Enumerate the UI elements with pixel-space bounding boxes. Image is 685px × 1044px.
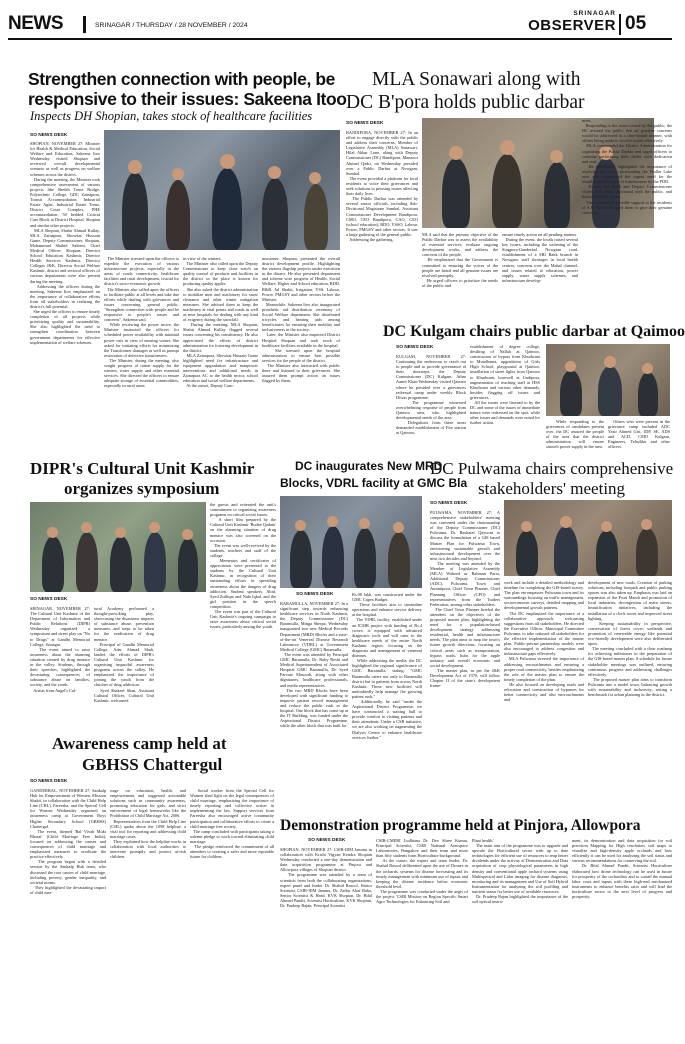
headline: Demonstration programme held at Pinjora, Allowpora [280,817,641,834]
headline-line-2: responsive to their issues: Sakeena Itoo [28,89,347,109]
article-column: CSIR-CMERI Ludhiana Dr. Dev Shree Kumar, Principal Scientist, CSIR National Aerospace Laboratories, Bangalore and their team and more than fifty students from Horticulture background. At the outset, the expert and team leader, Dr. Shahid Rasool deliberated upon the use of Drones in the orchards, systems for disease forecasting and its timely management with minimum use of inputs and keeping the disease incidence below economic threshold level. The programme was conducted under the aegis of the project 'CSIR Mission on Region Specific Smart Agro Technologies for Enhancing Soil and [376,838,468,905]
headline-line-2: organizes symposium [64,479,220,498]
article-column: BARAMULLA, NOVEMBER 27: In a significant step towards enhancing healthcare services in North Kashmir, the Deputy Commissioner (DC) Baramulla, Minga Sherpa, Wednesday inaugurated two new Medical Records Department (MRD) Blocks and a state-of-the-art Venereal Disease Research Laboratory (VDRL) at Government Medical College (GMC) Baramulla. The event was attended by Principal GMC Baramulla, Dr. Ruby Reshi and Medical Superintendent of Associated Hospital GMC Baramulla, Dr. Syed Parvaiz Masoodi, along with other dignitaries, healthcare professionals, and media representatives. The two MRD Blocks have been developed with significant funding to improve patient record management and reduce the public rush at the hospital. One block that has come up at the IT Building, was funded under the Aspirational District Programme, while the other block that was built for [280,601,348,729]
brand-separator [619,14,621,35]
headline-line-1: Awareness camp held at [52,734,227,753]
headline-line-1: DC inaugurates New MRD [295,459,443,473]
byline: SO NEWS DESK [346,121,384,126]
byline: SO NEWS DESK [30,133,68,138]
headline-line-2: Blocks, VDRL facility at GMC Bla [280,476,468,490]
article-column: riage on education, health, and empowerment and suggested actionable solutions such as community awareness, promoting education for girls, and strict enforcement of legal frameworks like the Prohibition of Child Marriage Act, 2006. Representatives from the Child Help Line (CHL) spoke about the 1098 helpline, a vital tool for reporting and addressing child marriage cases. They explained how the helpline works in collaboration with local authorities to intervene promptly and protect at-risk children. [110,788,186,860]
byline: SO NEWS DESK [430,501,468,506]
article-column: work and include a detailed methodology and timeline for completing the GIS-based survey. The plan encompasses Pulwama town and its surroundings focusing on traffic management, socioeconomic surveys, detailed mapping and developmental growth patterns. The DC emphasized the importance of a collaborative approach, welcoming suggestions from all stakeholders. He directed the Executive Officer, Municipal Committee Pulwama, to take onboard all stakeholders for the effective implementation of the master plan. Public-private partnership models were also encouraged to address congestion and infrastructure gaps effectively. MLA Pulwama stressed the importance of addressing encroachments and ensuring a proper road connectivity, besides emphasizing the role of the master plan to ensure the timely completion of the plan. He also focused on developing roads and relocation and construction of bypasses for better connectivity and also encroachments and [504,580,584,703]
article-column: PULWAMA, NOVEMBER 27: A comprehensive stakeholders' meeting was convened under the chairmanship of the Deputy Commissioner (DC) Pulwama, Dr. Basharat Qayoom to discuss the formulation of a GIS based Master Plan for Pulwama Town, envisioning sustainable growth and infrastructural development over the next two decades and beyond. The meeting was attended by the Member of Legislative Assembly (MLA) Waheed ur Rahman Parra, Additional Deputy Commissioner (ADC), Pulwama, Town and Awantipora, Chief Town Planner, Chief Planning Officer (CPO) and representatives from the Traders Federation, among other stakeholders. The Chief Town Planner briefed the attendees on the objectives of the proposed master plan, highlighting the need for a population-based development strategy addressing residential, health and infrastructure needs. The plan aims to map the town's future growth directions, focusing on critical areas such as transportation, bypass roads, hubs for the apple industry and overall economic and social development. The master plan, as per the J&K Development Act of 1970, will follow Chapter II of the state's development frame- [430,510,500,689]
byline: SO NEWS DESK [30,597,68,602]
article-column: While responding to the grievances of candidates present over, the DC assured the people of the area that the district administration will ensure smooth power supply in the area. [546,419,606,450]
brand-name: OBSERVER [528,17,616,34]
section-label: NEWS [8,13,63,34]
headline-line-1: MLA Sonawari along with [372,69,581,90]
article-column: ment, its demonstration and data acquisition for soil precision Mapping for High resolution, soil maps to visualize and high-density apple orchards and how efficiently it can be used for analyzing the soil status and various recommendations for conserving the soil. Dr. Bilal Ahmad Pandit, Scientist Horticulture elaborated how drone technology can be used in future for prosperity of the orchardists and to curtail the manual labor costs and inputs with these high-end mechanized instruments to enhance benefits ratio and will lead the horticulture sector to the next level of progress and prosperity. [572,838,672,900]
byline: SO NEWS DESK [296,592,334,597]
headline-line-1: Strengthen connection with people, be [28,69,336,89]
section-tick [83,16,86,33]
article-column: development of new roads. Creation of parking solutions, including footpath and public parking spaces was also taken up. Emphasis was laid on expansion of the Fruit Mandi and promotion of local industries, decongestion of main streets, beautification initiatives, including the installation of a clock tower and improved street lighting. Keeping sustainability in perspective, conservation of forest cover, wetlands and promotion of renewable energy like potential eco-friendly development were also deliberated upon. The meeting concluded with a clear roadmap for achieving milestones in the preparation of the GIS-based master plan. A schedule for future stakeholder meetings was outlined, ensuring continuous progress and addressing challenges effectively. The proposed master plan aims to transform Pulwama into a model town, balancing growth with sustainability and inclusivity, setting a benchmark for urban planning in the district. [588,580,672,698]
article-column: BANDIPORA, NOVEMBER 27: In an effort to engage directly with the public and address their concerns, Member of Legislative Assembly (MLA) Sonawari, Hilal Akbar Lone, along with Deputy Commissioner (DC) Bandipora, Manzoor Ahmad Qadri, on Wednesday presided over a Public Darbar at Nowgam, Sumbal. The event provided a platform for local residents to voice their grievances and seek solutions to pressing issues affecting their daily lives. The Public Darbar was attended by several senior officials, including Sub-Divisional Magistrate Sumbal, Assistant Commissioner Development Bandipora, CMO, CEO Bandipora, CAO, CEO (school education), BDO, YSSO, Labour, Power, PMGSY and other sectors. It saw a large gathering of the general public. Addressing the gathering, [346,130,418,242]
masthead [0,0,680,62]
article-column: GANDERBAL, NOVEMBER 27: Sankalp Hub for Empowerment of Women, Mission Shakti, in collaboration with the Child Help Line (CHL), Fareesha, and the Special Cell for Women Wednesday organised an awareness camp at Government Boys Higher Secondary School (GBHSS) Chattergul. The event, themed 'Bal Vivah Mukt Bharat' (Child Marriage Free India), focused on addressing the causes and consequences of child marriage and emphasized measures to eradicate the practice effectively. The program began with a detailed session by the Sankalp Hub team, who discussed the root causes of child marriage, including poverty, gender inequality, and societal norms. They highlighted the devastating impact of child mar- [30,788,106,895]
article-column: SRINAGAR, NOVEMBER 27: The Cultural Unit Kashmir of the Department of Information and Public Relations (DIPR) Wednesday organized a symposium and street play on "No to Drugs" at Gandhi Memorial College, Srinagar. The event aimed to raise awareness about the alarming situation created by drug menace in the valley. Students, through their speeches, highlighted the devastating consequences of substance abuse on families, society, and the youth. Artists from Angel's Cul- [30,606,90,693]
article-column: ment. Responding to the issues raised by the public, the DC assured the public that all genuine concerns would be addressed in a time-bound manner, with efforts being made to resolve issues effectively. MLA commended the District Administration for organizing the Public Darbar and urged officers to continue performing their duties with dedication and zeal. He specifically highlighted the importance of resolving the issues surrounding the Wullar Lake area and emphasized the urgent need for the installation and repair of transformers by the PDD. Earlier, the MLA and Deputy Commissioner visited S.K. Bala, interacted with the public, and listened to their issues. They assured all possible support to the residents of S.K. Bala and urged them to give their genuine concerns. [582,118,672,215]
photo-gmc-inauguration [280,496,422,588]
byline: SO NEWS DESK [30,779,68,784]
article-column: Plant health.' The main aim of the programme was to upgrade and upscale the Horticultural sector with up to date technologies for efficient use of resources to reap better dividends under the activity of Demonstration and Data acquisition of crop physiological parameters in high density and conventional apple orchard systems using Multispectral and Lidar imaging for disease diagnosis, monitoring and its management and Use of Soil Hybrid Instrumentation for analyzing the soil profiling and nutrient status for better use of available resources. Dr. Pradeep Rajan highlighted the importance of the soil optical instru- [472,838,568,905]
page-number: 05 [625,13,647,34]
photo-stakeholders-meeting [504,500,672,576]
article-column: KULGAM, NOVEMBER 27: Continuing the endeavour to reach out to people and to provide governance at their doorsteps, the Deputy Commissioner (DC) Kulgam, Athar Aamir Khan Wednesday visited Qaimoo where he presided over a grievances redressal camp under weekly Block Diwas programme. The programme witnessed overwhelming response of people from Qaimoo area, who highlighted developmental needs of the area. Delegations from these areas demanded establishment of Fire station at Qaimoo, [396,354,466,436]
headline-line-2: DC B'pora holds public darbar [346,92,585,113]
deck: Inspects DH Shopian, takes stock of healthcare facilities [30,109,313,123]
article-column: in view of the winters. The Minister also called upon the Deputy Commissioner to keep close watch on quality control of products and facilities in the district so the place is known for producing quality apples. She also asked the district administration to mobilize men and machinery for snow clearance and other winter mitigation measures. She advised them to keep the machinery at vital points and roads as well as near hospitals for dealing with any kind of exigency during the snowfall. During the meeting, MLA Shopian, Shabir Ahmad Kullay flagged several issues concerning his constituency. He also appreciated the efforts of district administration for fostering development in the district. MLA Zainapora, Showkat Hussain Ganie highlighted need for infrastructure and equipment upgradation and manpower interventions and additional needs in Zainapora AC to the health sector, school education and social welfare departments. At the outset, Deputy Com- [183,256,258,389]
article-column: tural Academy performed a thought-provoking play, showcasing the disastrous impacts of substance abuse, prevention measures, and steps to be taken for the eradication of drug menace. Principal of Gandhi Memorial College, Adar Ahmad Shah, lauded the efforts of DIPR's Cultural Unit Kashmir for organising impactful awareness programs across the valley. He emphasized the importance of joining the youth from the clutches of drug addiction. Syed Shakeel Shan, Assistant Cultural Officer, Cultural Unit Kashmir, welcomed [94,606,154,703]
headline-line-1: DC Pulwama chairs comprehensive [430,459,674,478]
headline-line-2: stakeholders' meeting [478,479,626,498]
article-column: Social worker from the Special Cell for Women shed light on the legal consequences of child marriage, emphasizing the importance of timely reporting and collective action in implementing the law. Support services from Fareesha also encouraged active community participation and collaborative efforts to create a child marriage free society. The camp concluded with participants taking a solemn pledge to work toward eliminating child marriage. The pledge reinforced the commitment of all attendees to creating a safer and more equitable future for children. [190,788,274,860]
photo-symposium [30,502,206,592]
article-column: MLA said that the primary objective of the Public Darbar was to assess the availability of essential services, evaluate ongoing development works, and address the concerns of the people. He emphasized that the Government is committed to ensuring the voices of the people are heard and all genuine issues are resolved promptly. He urged officers to prioritize the needs of the public and [422,232,498,288]
article-column: SHOPIAN, NOVEMBER 27: Minister for Health & Medical Education, Social Welfare and Education, Sakeena Itoo Wednesday visited Shopian and reviewed overall developmental scenario as well as progress on welfare schemes across the district. During the meeting, the Minister took comprehensive assessment of various projects like Sheikh Trenz Bridge, Polytechnic College, GDC Zainapora, Transit Accommodation, Industrial Estate Aglar, Industrial Estate Trenz, District Court Complex, PHE accommodation, 50 bedded Critical Care Block at District Hospital, Shopian and similar other projects. MLA Shopian, Shabir Ahmad Kullay, MLA Zainapora, Showkat Hussain Ganie, Deputy Commissioner, Shopian, Mohammad Shahid Saleem, Chief Medical Officer, Shopian; Director School Education Kashmir, Director Health Services Kashmir, Director Colleges J&K, Director Social Welfare Kashmir, district and sectoral officers of various departments were also present during the meeting. Addressing the officers during the meeting, Sakeena Itoo emphasized on the importance of collaborative efforts from all stakeholders in realizing the district's full potential. She urged the officers to ensure timely completion of all projects while prioritizing quality and sustainability. She also highlighted the need to strengthen coordination between government departments for effective implementation of welfare schemes. [30,141,100,345]
headline-line-1: DIPR's Cultural Unit Kashmir [30,459,255,478]
article-column: ensure timely action on all pending matters. During the event, the locals raised several key issues, including the widening of the Singpora-Ganderbal Nowgam road, establishment of a SBI Bank branch in Nowgam, staff shortages in local health centres, concerns over the Mahal channel, and issues related to education, power supply, water supply schemes, and infrastructure develop- [502,232,578,283]
article-column: establishment of degree college, desilting of Nallah at Qaimoo, construction of bypass from Khudwani to Mutalhama, upgradation of Girls High School, playground at Qaimoo, installation of street lights from Qaimoo to Khudwani, borewell at Gudipora, augmentation of teaching staff at HSS Khudwani and various other demands, besides flagging off issues and grievances. All the issues were listened to by the DC and some of the issues of immediate nature were redressed on the spot, while other issues and demands were noted for further action. [470,344,540,426]
photo-kulgam-darbar [546,344,670,416]
headline: DC Kulgam chairs public darbar at Qaimoo [383,323,685,340]
byline: SO NEWS DESK [308,838,346,843]
article-column: SHOPIAN, NOVEMBER 27: CSIR-IIIM Jammu in collaboration with Krishi Vigyan Kendra Shopian Wednesday conducted a one-day demonstration and data acquisition programme at Pinjora and Allowpora villages of Shopian district. The programme was attended by a team of scientists from both the collaborating organizations, expert panel and leader Dr. Shahid Rasool, Senior Scientist, CSIR-IIIM Jammu, Dr. Zaffar Altaf Baba, Senior Scientist & Head, KVK Shopian, Dr. Bilal Ahmad Pandit, Scientist Horticulture, KVK Shopian, Dr. Pradeep Rajan, Principal Scientist [280,847,372,909]
brand-small: SRINAGAR [573,10,616,17]
masthead-rule [8,38,672,40]
article-column: The Minister stressed upon the officers to expedite the execution of various infrastructure projects, especially in the areas of roads connectivity, healthcare facilities and rural development, crucial for district's socio-economic growth. The Minister also called upon the officers to facilitate public at all levels and take due efforts while dealing with grievances and issues concerning general public. "Strengthen connection with people and be responsive to people's issues and concerns", Sakeena said. While reviewing the power sector, the Minister instructed the officers for scheduled power availability with minimal power cuts in view of ensuing winter. She asked for initiating efforts for minimizing the Transformer damages as well as prompt restoration of defective transformers. The Minister, during the meeting, also sought progress of ration supply for the winters, water supply and other essential services. She directed the officers to ensure adequate storage of essential commodities, especially in rural areas [104,256,179,389]
photo-minister-review [104,130,340,250]
headline-line-2: GBHSS Chattergul [82,755,223,774]
article-column: Rs.98 lakh, was constructed under the GMC Capex Budget. These facilities aim to streamline operations and enhance service delivery at the hospital. The VDRL facility, established under an ICMR project with funding of Rs.4 crores, is equipped with advanced diagnostic tools and will cater to the healthcare needs of the entire North Kashmir region, focusing on the diagnosis and management of venereal diseases. While addressing the media, the DC highlighted the regional significance of GMC Baramulla, stating: "GMC Baramulla caters not only to Baramulla district but to patients from across North Kashmir. These new facilities will undoubtedly help manage the growing patient rush." Additionally, he said "under the Aspirational District Programme, we have constructed a waiting hall to provide comfort to visiting patients and their attendants. Under a CSR initiative, we are also working on augmenting the Dialysis Centre to enhance healthcare services further." [352,592,422,740]
article-column: the guests and reiterated the unit's commitment to organizing awareness programs on critical social issues. A short film prepared by the Cultural Unit Kashmir 'Bodne Qadam' on the alarming situation of drug menace was also screened on the occasion. The event was well-received by the students, teachers and staff of the college. Mementos and certificates of appreciation were presented to the students by the Cultural Unit Kashmir, in recognition of their outstanding efforts in spreading awareness about the dangers of drug addiction. Student speakers, Abid, Syed Zulfiqar and Nida Iqbal, and the girl position in the speech competition. The event was part of the Cultural Unit Kashmir's ongoing campaign to raise awareness about critical social issues, particularly among the youth. [210,502,276,630]
byline: SO NEWS DESK [396,345,434,350]
dateline: SRINAGAR / THURSDAY / 28 NOVEMBER / 2024 [95,22,248,29]
article-column: Others who were present in the grievance camp included ADC Yasir Ahmed Giri, JDP, SE, ADS and ACD, CMO Kulgam, Engineers, Tehsildar and other officers. [608,419,672,450]
article-column: missioner, Shopian, presented the overall district development profile. Highlighting the various flagship projects under execution in the district. He also presented department and scheme wise progress of Health, Social Welfare, Higher and School education, RDD, R&B, Jal Shakti, Irrigation, YSS, Labour, Power, PMGSY and other sectors before the Minister. Meanwhile, Sakeena Itoo also inaugurated prosthetic aid distribution ceremony of Social Welfare department. She distributed tricycles and hearing aids among beneficiaries for ensuring their mobility and inclusiveness in the society. Later, the Minister also inspected District Hospital Shopian and took stock of healthcare facilities available in the hospital. She stressed upon the hospital administration to ensure best possible services for the people of the district. The Minister also interacted with public there and listened to their grievances. She assured them prompt action on issues flagged by them. [262,256,340,384]
